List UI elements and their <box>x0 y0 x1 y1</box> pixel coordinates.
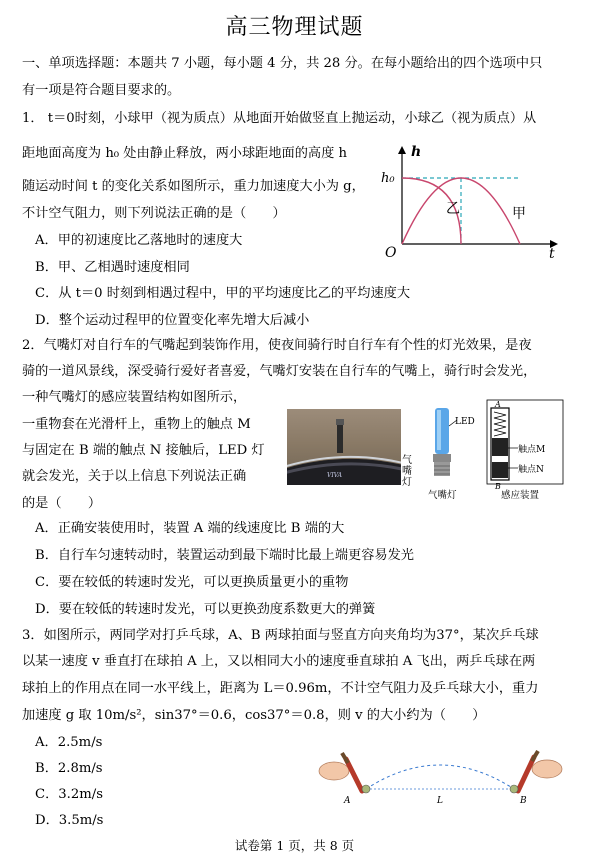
q2-stem-line-4: 一重物套在光滑杆上，重物上的触点 M <box>22 417 251 432</box>
ball-at-a <box>362 785 370 793</box>
q1-option-a: A．甲的初速度比乙落地时的速度大 <box>35 233 243 248</box>
q3-option-c: C．3.2m/s <box>35 787 103 802</box>
fig-label-l: L <box>437 796 443 806</box>
fig-label-a: A <box>344 796 351 806</box>
contact-n-label: 触点N <box>518 465 544 475</box>
caption-valve-light: 气嘴灯 <box>428 490 457 501</box>
q2-option-b: B．自行车匀速转动时，装置运动到最下端时比最上端更容易发光 <box>35 548 414 563</box>
svg-text:VIVA: VIVA <box>327 472 342 479</box>
origin-label: O <box>385 245 397 261</box>
t-axis-label: t <box>549 246 555 262</box>
q3-stem-line-3: 球拍上的作用点在同一水平线上，距离为 L＝0.96m，不计空气阻力及乒乓球大小，重力 <box>22 681 539 696</box>
q1-option-d: D．整个运动过程甲的位置变化率先增大后减小 <box>35 313 310 328</box>
weight <box>492 438 508 456</box>
q3-stem-line-1: 3．如图所示，两同学对打乒乓球，A、B 两球拍面与竖直方向夹角均为37°，某次乒乓球 <box>22 628 539 643</box>
q1-stem-line-3: 随运动时间 t 的变化关系如图所示，重力加速度大小为 g， <box>22 179 365 194</box>
q2-stem-line-2: 骑的一道风景线，深受骑行爱好者喜爱，气嘴灯安装在自行车的气嘴上，骑行时会发光， <box>22 364 537 379</box>
q2-stem-line-1: 2．气嘴灯对自行车的气嘴起到装饰作用，使夜间骑行时自行车有个性的灯光效果，是夜 <box>22 338 532 353</box>
q1-option-c: C．从 t＝0 时刻到相遇过程中，甲的平均速度比乙的平均速度大 <box>35 286 411 301</box>
contact-m-label: 触点M <box>518 445 546 455</box>
h0-label: h₀ <box>381 171 395 186</box>
left-hand <box>319 762 349 780</box>
page-footer: 试卷第 1 页，共 8 页 <box>234 838 355 853</box>
photo-side-label: 气嘴灯 <box>402 455 412 488</box>
q1-option-b: B．甲、乙相遇时速度相同 <box>35 260 190 275</box>
q1-stem-line-1: 1． t＝0时刻，小球甲（视为质点）从地面开始做竖直上抛运动，小球乙（视为质点）从 <box>22 111 537 126</box>
q2-option-d: D．要在较低的转速时发光，可以更换劲度系数更大的弹簧 <box>35 602 376 617</box>
section-heading-line-2: 有一项是符合题目要求的。 <box>22 83 181 98</box>
q2-option-c: C．要在较低的转速时发光，可以更换质量更小的重物 <box>35 575 349 590</box>
label-jia: 甲 <box>512 206 526 222</box>
pingpong-figure <box>318 745 563 815</box>
section-heading-line-1: 一、单项选择题：本题共 7 小题，每小题 4 分，共 28 分。在每小题给出的四个选项中只 <box>22 56 543 71</box>
paddle-b-handle <box>532 751 538 761</box>
fig-label-b: B <box>520 796 527 806</box>
page-title: 高三物理试题 <box>225 15 364 40</box>
q3-option-b: B．2.8m/s <box>35 761 103 776</box>
q2-stem-line-5: 与固定在 B 端的触点 N 接触后，LED 灯 <box>22 443 265 458</box>
q3-stem-line-4: 加速度 g 取 10m/s²，sin37°＝0.6，cos37°＝0.8，则 v 的大小约为（ ） <box>22 708 486 723</box>
valve-light-photo <box>287 409 401 485</box>
h-axis-arrow <box>398 146 406 154</box>
label-yi: 乙 <box>446 201 460 217</box>
q2-stem-line-6: 就会发光，关于以上信息下列说法正确 <box>22 469 247 484</box>
q1-stem-line-4: 不计空气阻力，则下列说法正确的是（ ） <box>22 206 286 221</box>
contact-n-block <box>492 462 508 478</box>
device-label-a: A <box>495 400 501 409</box>
right-hand <box>532 760 562 778</box>
q1-height-time-graph <box>375 140 565 265</box>
q1-stem-line-2: 距地面高度为 h₀ 处由静止释放，两小球距地面的高度 h <box>22 146 347 161</box>
q3-stem-line-2: 以某一速度 v 垂直打在球拍 A 上，又以相同大小的速度垂直球拍 A 飞出，两乒乓球在两 <box>22 654 536 669</box>
paddle-b <box>518 757 534 791</box>
q3-option-d: D．3.5m/s <box>35 813 104 828</box>
q2-option-a: A．正确安装使用时，装置 A 端的线速度比 B 端的大 <box>35 521 345 536</box>
valve-cap <box>433 454 451 462</box>
led-label: LED <box>455 417 475 427</box>
paddle-a <box>346 759 362 791</box>
q2-stem-line-3: 一种气嘴灯的感应装置结构如图所示， <box>22 390 247 405</box>
device-label-b: B <box>495 482 501 491</box>
caption-device: 感应装置 <box>501 490 540 501</box>
h-axis-label: h <box>411 144 422 160</box>
ball-trajectory <box>366 765 514 789</box>
ball-at-b <box>510 785 518 793</box>
q2-stem-line-7: 的是（ ） <box>22 496 102 511</box>
induction-device-figure <box>415 396 570 504</box>
paddle-a-handle <box>342 753 348 763</box>
q3-option-a: A．2.5m/s <box>35 735 103 750</box>
